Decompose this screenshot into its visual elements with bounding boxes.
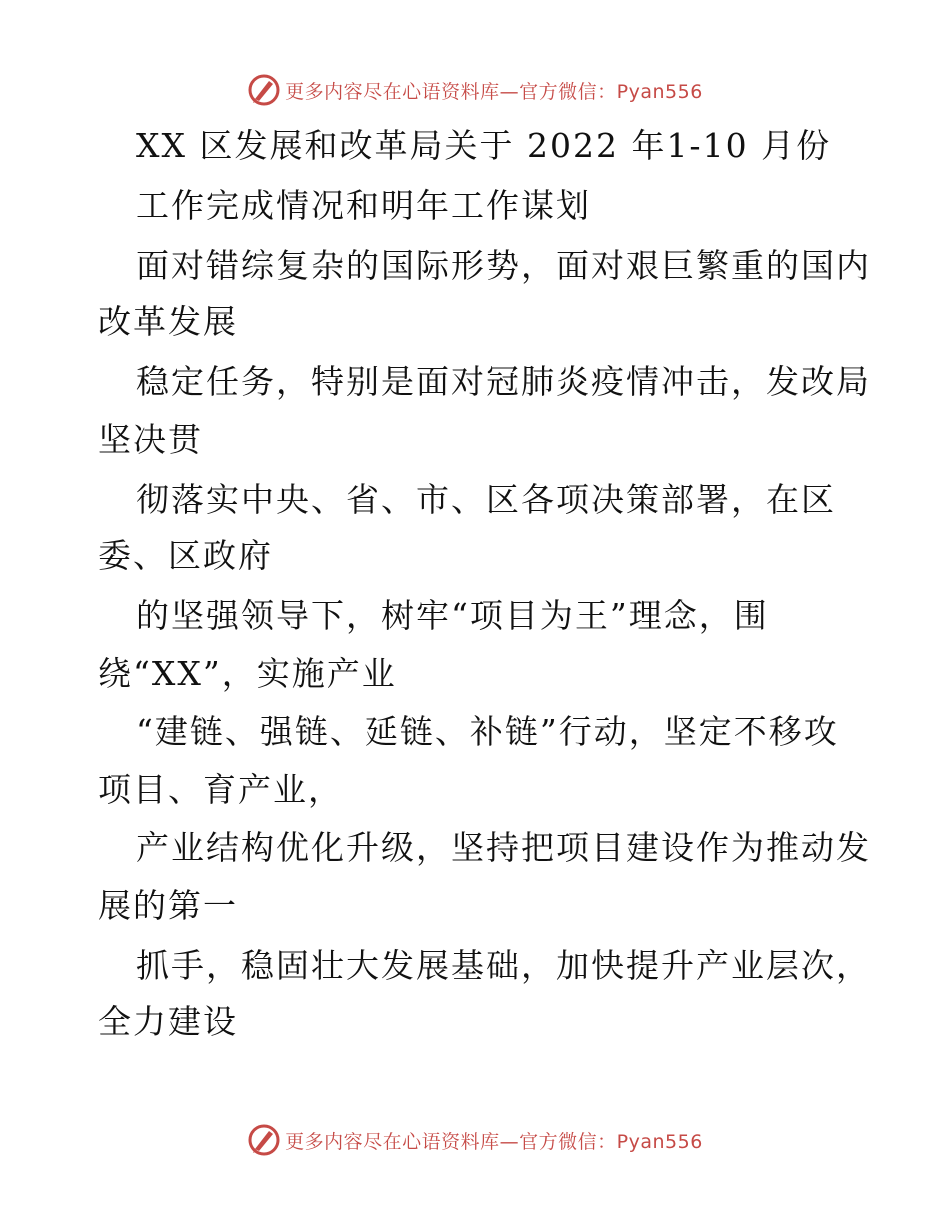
- paragraph-line: 彻落实中央、省、市、区各项决策部署，在区: [136, 480, 836, 519]
- doc-title-line-2: 工作完成情况和明年工作谋划: [136, 186, 591, 225]
- paragraph-line: 产业结构优化升级，坚持把项目建设作为推动发: [136, 828, 871, 867]
- footer-watermark: [0, 1120, 950, 1160]
- paragraph-line: 展的第一: [98, 886, 238, 925]
- paragraph-line: 委、区政府: [98, 536, 273, 575]
- paragraph-line: 坚决贯: [98, 420, 203, 459]
- paragraph-line: 改革发展: [98, 302, 238, 341]
- watermark-text: 更多内容尽在心语资料库—官方微信：Pyan556: [285, 80, 703, 103]
- paragraph-line: 抓手，稳固壮大发展基础，加快提升产业层次，: [136, 946, 871, 985]
- paragraph-line: 面对错综复杂的国际形势，面对艰巨繁重的国内: [136, 246, 871, 285]
- doc-title-line-1: XX 区发展和改革局关于 2022 年1-10 月份: [136, 126, 832, 165]
- paragraph-line: “建链、强链、延链、补链”行动，坚定不移攻: [136, 712, 839, 751]
- paragraph-line: 绕“XX”，实施产业: [98, 654, 397, 693]
- paragraph-line: 稳定任务，特别是面对冠肺炎疫情冲击，发改局: [136, 362, 871, 401]
- paragraph-line: 项目、育产业，: [98, 770, 343, 809]
- quill-pen-seal-icon: [247, 1123, 281, 1157]
- paragraph-line: 的坚强领导下，树牢“项目为王”理念，围: [136, 596, 769, 635]
- watermark-text: 更多内容尽在心语资料库—官方微信：Pyan556: [285, 1130, 703, 1153]
- paragraph-line: 全力建设: [98, 1002, 238, 1041]
